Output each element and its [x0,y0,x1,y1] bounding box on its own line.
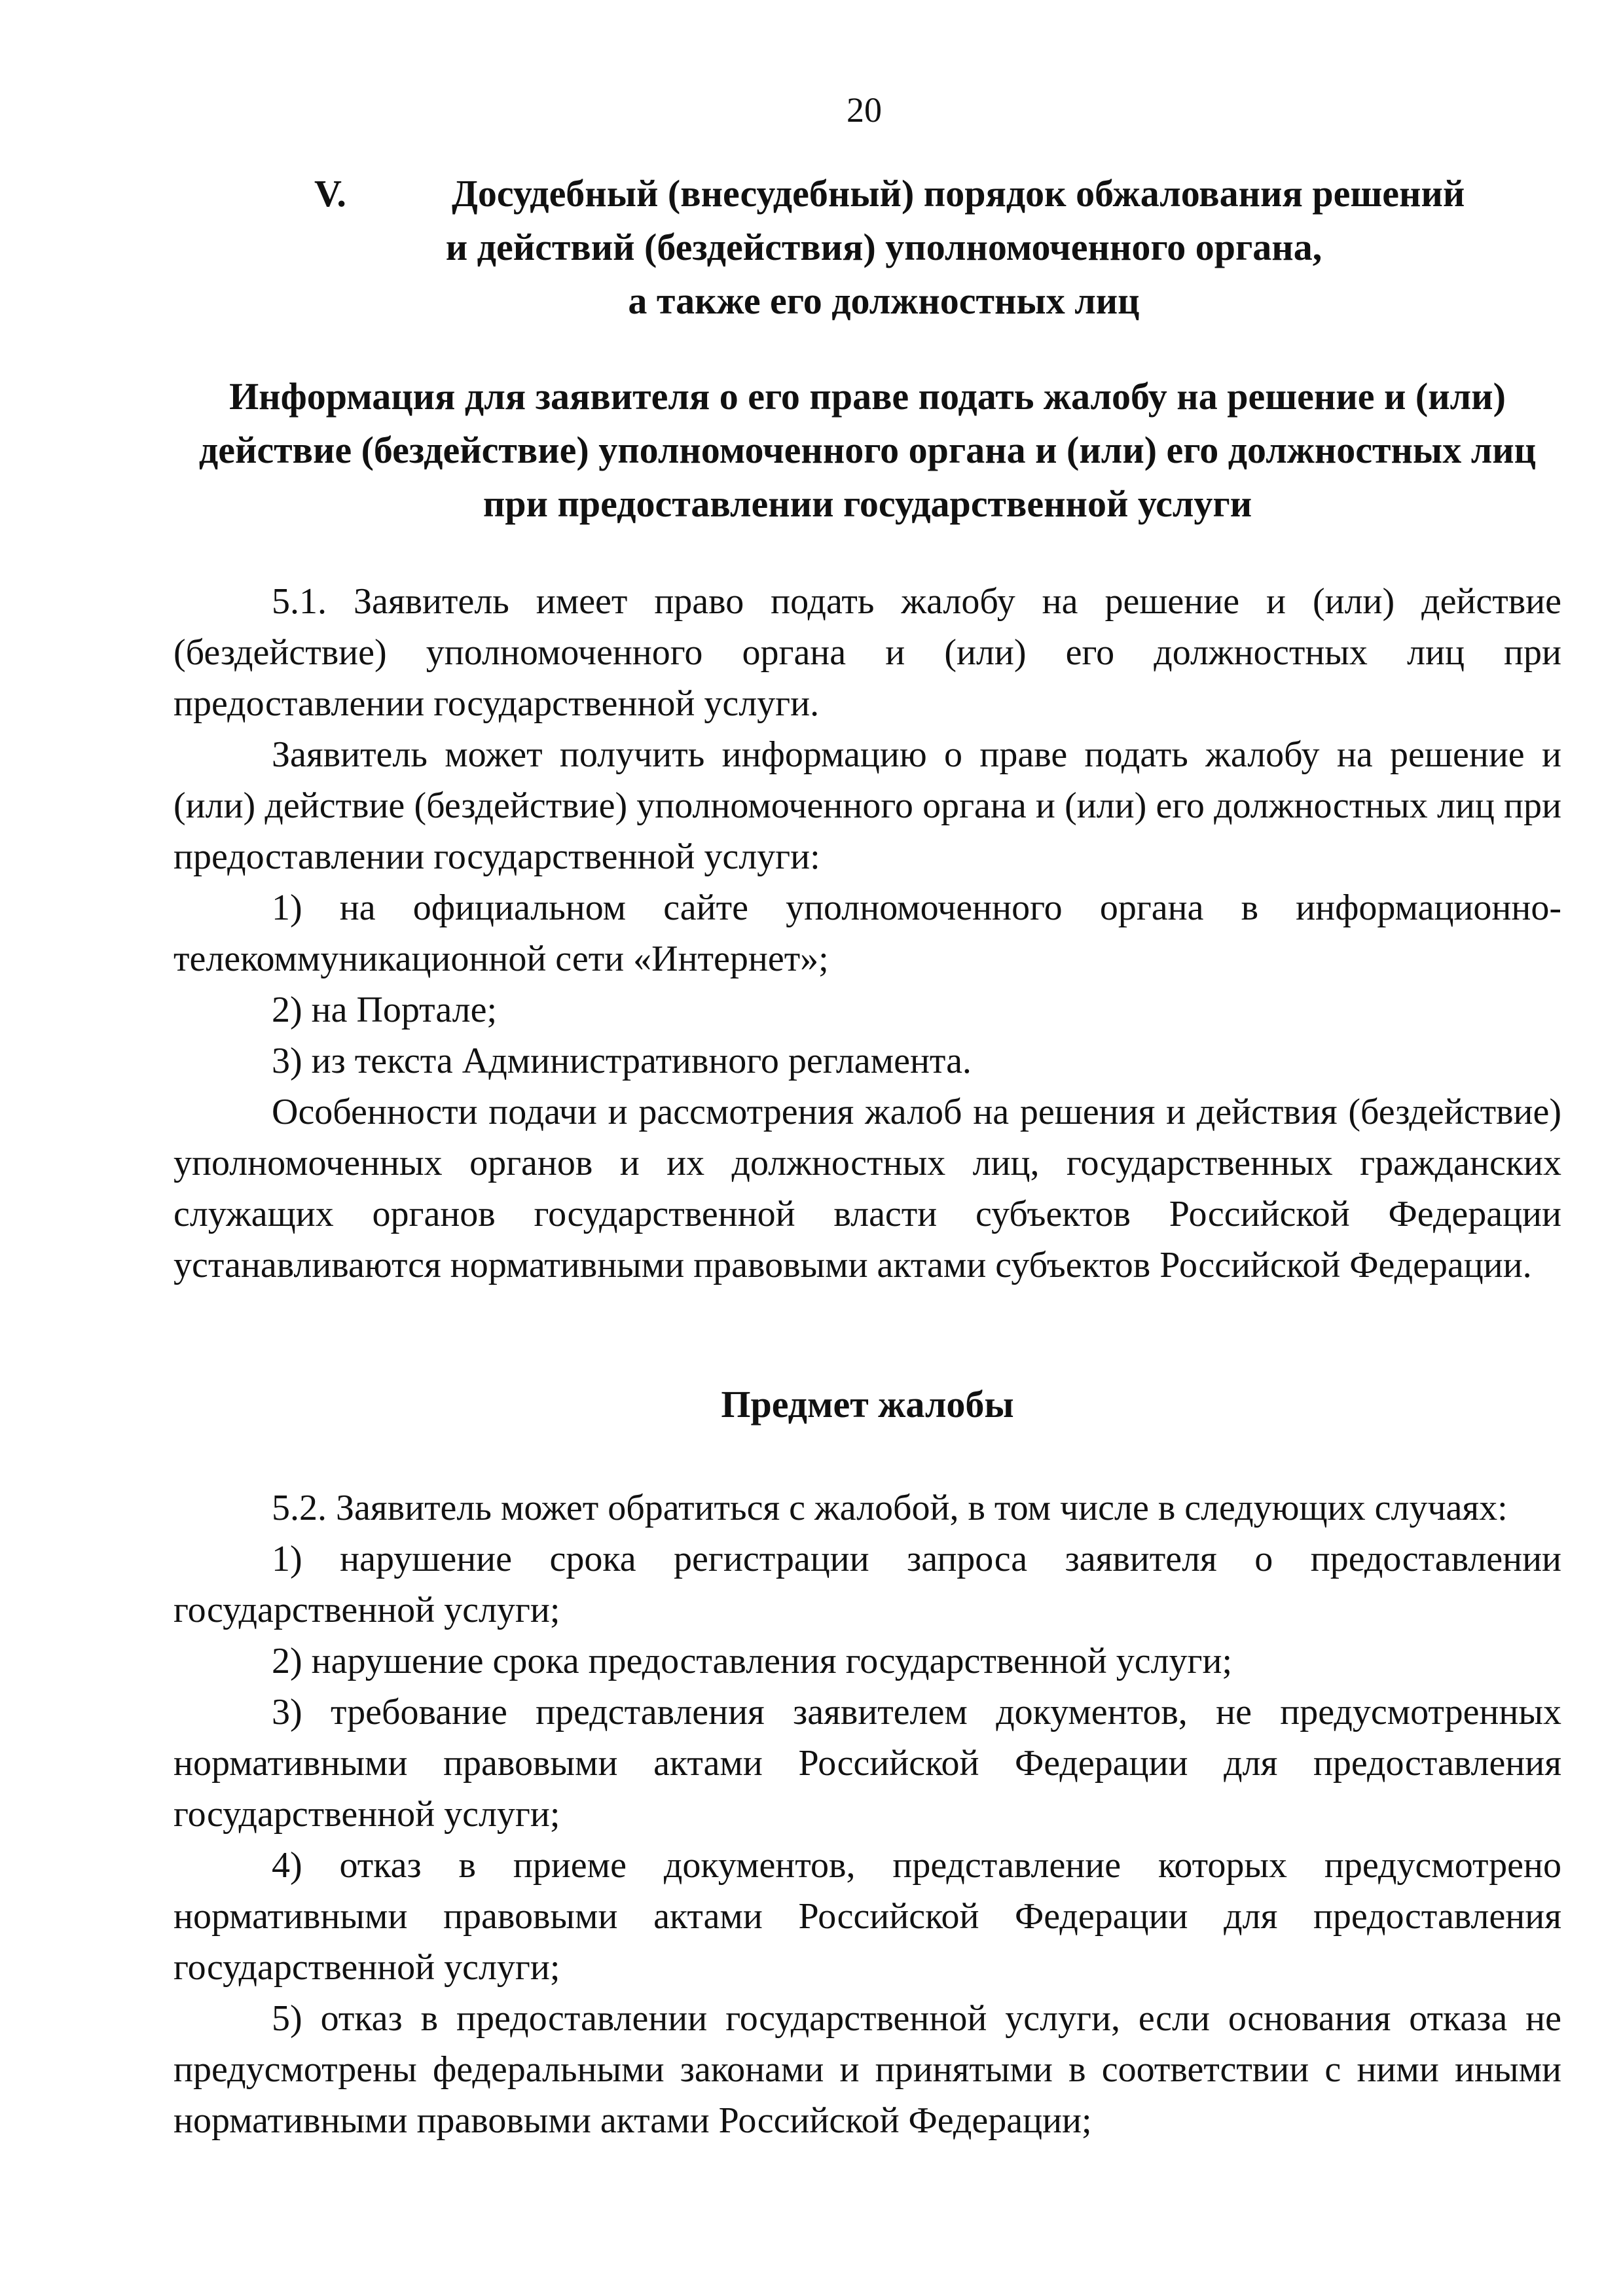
list-item: 3) требование представления заявителем документов, не предусмотренных нормативными правовыми актами Российской Федерации для предоставления государственной услуги; [173,1692,1561,1835]
paragraph-info-sources: Заявитель может получить информацию о праве подать жалобу на решение и (или) действие (бездействие) уполномоченного органа и (или) его должностных лиц при предоставлении государственной услуги: [173,734,1561,877]
paragraph-features: Особенности подачи и рассмотрения жалоб на решения и действия (бездействие) уполномоченных органов и их должностных лиц, государственных гражданских служащих органов государственной власти субъектов Российской Федерации устанавливаются нормативными правовыми актами субъектов Российской Федерации. [173,1092,1561,1285]
paragraph-5-1: 5.1. Заявитель имеет право подать жалобу на решение и (или) действие (бездействие) уполномоченного органа и (или) его должностных лиц при предоставлении государственной услуги. [173,581,1561,724]
list-item: 3) из текста Административного регламента. [272,1041,972,1081]
list-item: 5) отказ в предоставлении государственной услуги, если основания отказа не предусмотрены федеральными законами и принятыми в соответствии с ними иными нормативными правовыми актами Российской Федерации; [173,1998,1561,2141]
info-heading-line: при предоставлении государственной услуги [483,482,1252,525]
page-number: 20 [847,90,882,130]
list-item: 2) на Портале; [272,990,498,1030]
list-item: 2) нарушение срока предоставления государственной услуги; [272,1641,1233,1681]
subject-heading-text: Предмет жалобы [721,1383,1014,1426]
section-title-line: Досудебный (внесудебный) порядок обжалования решений [452,172,1465,215]
paragraph-5-2-intro: 5.2. Заявитель может обратиться с жалобой, в том числе в следующих случаях: [272,1488,1508,1528]
section-title-line: и действий (бездействия) уполномоченного органа, [445,226,1322,268]
info-heading-line: Информация для заявителя о его праве подать жалобу на решение и (или) [229,375,1506,418]
list-item: 1) на официальном сайте уполномоченного органа в информационно-телекоммуникационной сети «Интернет»; [173,888,1561,979]
info-heading [173,370,1561,531]
info-heading-line: действие (бездействие) уполномоченного органа и (или) его должностных лиц [198,429,1537,471]
section-roman-numeral: V. [314,172,346,215]
section-title [295,167,1473,328]
section-5-1 [173,576,1561,1291]
list-item: 1) нарушение срока регистрации запроса заявителя о предоставлении государственной услуги; [173,1539,1561,1630]
section-5-2 [173,1482,1561,2146]
subject-heading [173,1378,1561,1431]
list-item: 4) отказ в приеме документов, представление которых предусмотрено нормативными правовыми актами Российской Федерации для предоставления государственной услуги; [173,1845,1561,1988]
section-title-line: а также его должностных лиц [628,279,1140,322]
